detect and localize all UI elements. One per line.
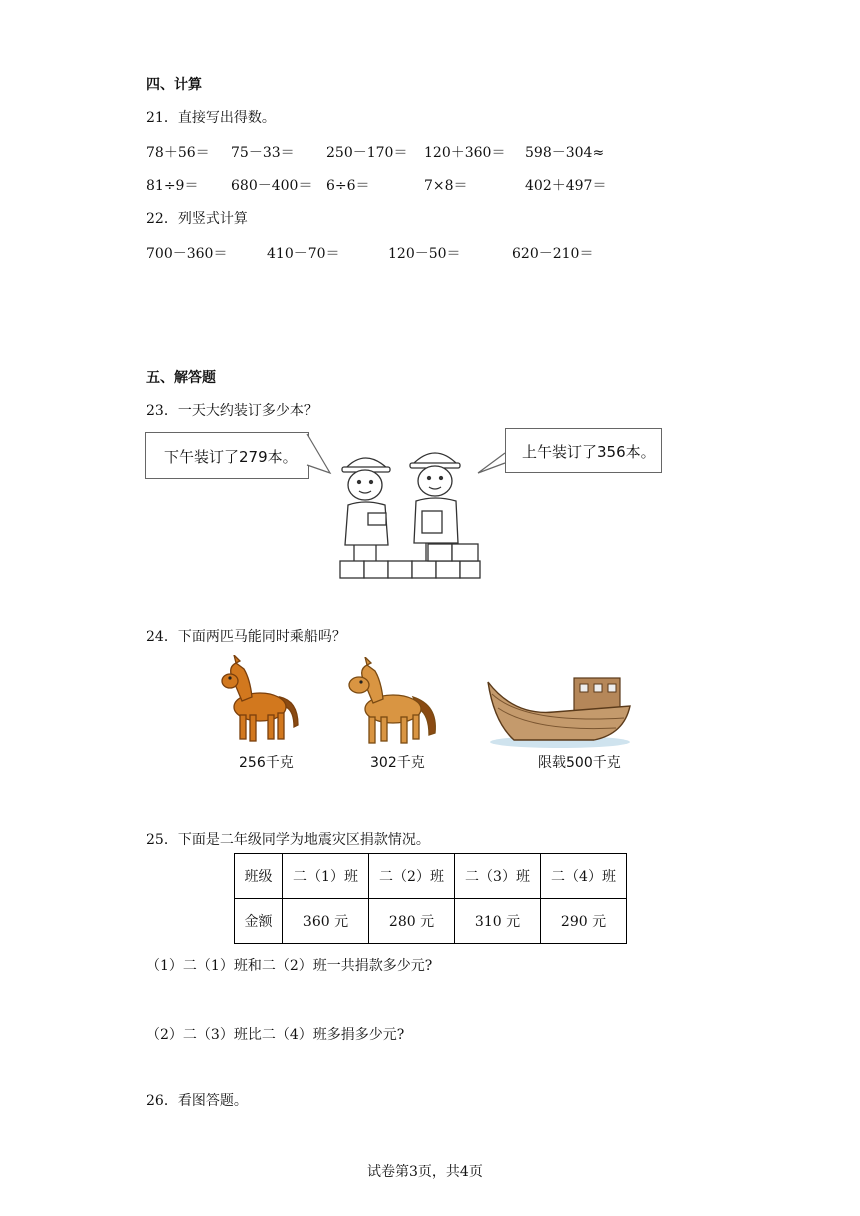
table-cell: 280 元 [369,899,455,944]
table-cell: 310 元 [455,899,541,944]
q21-expr-10: 402＋497＝ [525,178,607,194]
table-cell: 金额 [235,899,283,944]
bubble-tail-left [307,434,330,473]
table-cell: 二（4）班 [541,854,627,899]
table-cell: 二（1）班 [283,854,369,899]
workers-illustration [140,425,670,585]
q21-expr-1: 78＋56＝ [146,145,210,161]
q25-subquestion-2: （2）二（3）班比二（4）班多捐多少元? [146,1027,405,1043]
table-cell: 290 元 [541,899,627,944]
q22-expr-3: 120－50＝ [388,246,461,262]
boat-image [484,672,634,752]
section-4-title: 四、计算 [146,77,202,93]
q21-expr-8: 6÷6＝ [326,178,370,194]
section-5-title: 五、解答题 [146,370,216,386]
question-21-prompt: 21．直接写出得数。 [146,110,276,126]
question-25-prompt: 25．下面是二年级同学为地震灾区捐款情况。 [146,832,430,848]
q21-expr-6: 81÷9＝ [146,178,199,194]
bubble-tail-right [478,453,505,473]
question-23-prompt: 23．一天大约装订多少本？ [146,403,318,419]
q21-expr-4: 120＋360＝ [424,145,506,161]
q21-expr-9: 7×8＝ [424,178,468,194]
q25-subquestion-1: （1）二（1）班和二（2）班一共捐款多少元? [146,958,433,974]
page-footer: 试卷第3页，共4页 [367,1164,483,1180]
horse-left-image [218,655,308,747]
donation-table [234,853,627,944]
table-cell: 二（2）班 [369,854,455,899]
question-22-prompt: 22．列竖式计算 [146,211,248,227]
horse-right-weight: 302千克 [370,755,425,771]
speech-bubble-right-text: 上午装订了356本。 [522,443,656,461]
table-row [235,854,627,899]
question-26-prompt: 26．看图答题。 [146,1093,248,1109]
table-cell: 班级 [235,854,283,899]
q22-expr-1: 700－360＝ [146,246,228,262]
horse-left-weight: 256千克 [239,755,294,771]
q21-expr-7: 680－400＝ [231,178,313,194]
table-row [235,899,627,944]
table-cell: 二（3）班 [455,854,541,899]
q21-expr-3: 250－170＝ [326,145,408,161]
table-cell: 360 元 [283,899,369,944]
question-24-prompt: 24．下面两匹马能同时乘船吗？ [146,629,346,645]
horse-right-image [343,657,443,749]
q22-expr-4: 620－210＝ [512,246,594,262]
q22-expr-2: 410－70＝ [267,246,340,262]
worker-left [342,458,390,561]
boat-capacity: 限载500千克 [538,755,621,771]
brick-wall [340,544,480,578]
speech-bubble-left-text: 下午装订了279本。 [164,448,298,466]
q21-expr-2: 75－33＝ [231,145,295,161]
q21-expr-5: 598－304≈ [525,145,605,161]
